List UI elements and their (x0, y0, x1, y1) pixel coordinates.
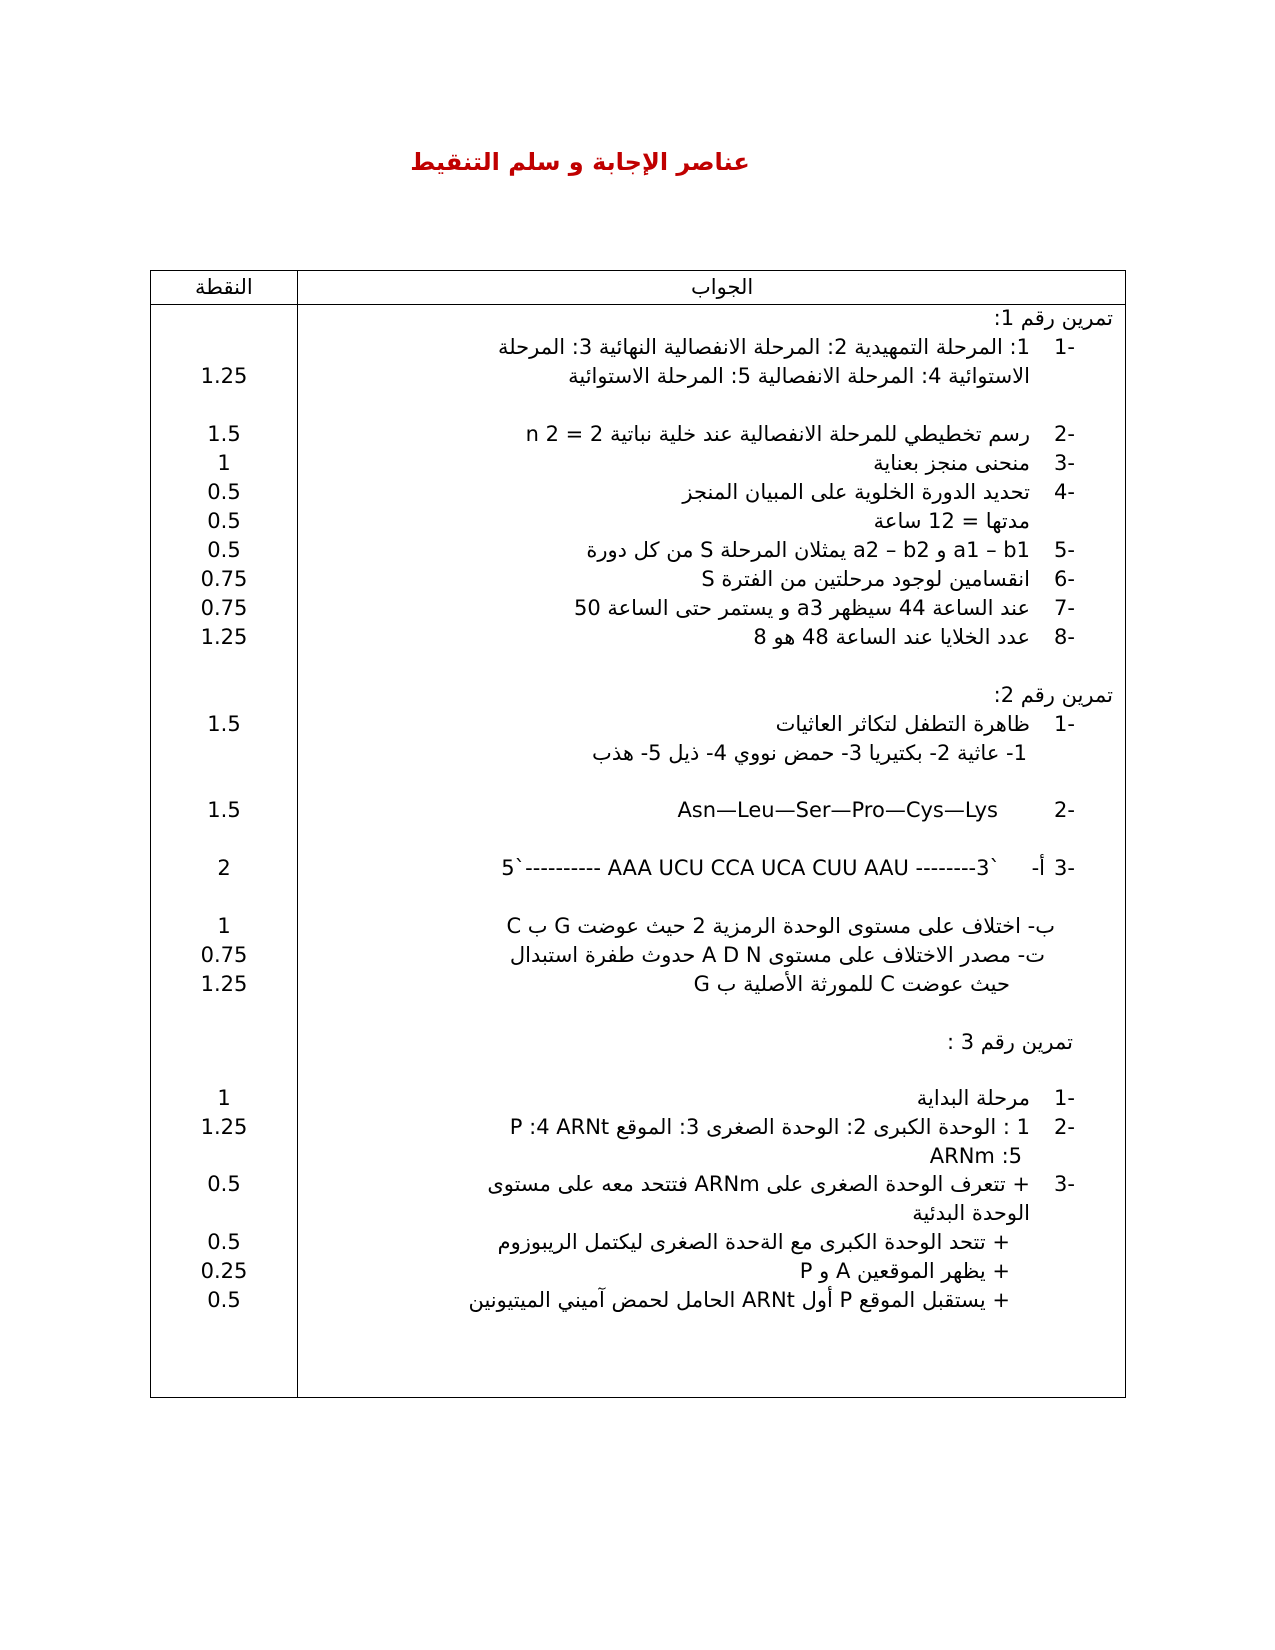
header-divider (151, 304, 1125, 305)
answer-table (150, 270, 1126, 1398)
column-divider (297, 271, 298, 1397)
score: 0.75 (200, 596, 248, 620)
ex2-q2-num: -2 (1054, 798, 1075, 822)
score: 1.5 (207, 422, 241, 446)
score: 1.25 (200, 364, 248, 388)
score: 1 (217, 451, 231, 475)
ex2-q2-peptide: Asn—Leu—Ser—Pro—Cys—Lys (677, 798, 998, 822)
ex1-q1-line1: 1: المرحلة التمهيدية 2: المرحلة الانفصالية النهائية 3: المرحلة (497, 335, 1030, 359)
ex1-q6-text: انقسامين لوجود مرحلتين من الفترة S (701, 567, 1030, 591)
ex3-q2-sub: ARNm :5 (929, 1144, 1022, 1168)
ex1-q8-num: -8 (1054, 625, 1075, 649)
score: 1.5 (207, 798, 241, 822)
ex3-q3-num: -3 (1054, 1172, 1075, 1196)
ex2-q1-text: ظاهرة التطفل لتكاثر العاثيات (775, 712, 1030, 736)
ex1-q2-num: -2 (1054, 422, 1075, 446)
score: 0.5 (207, 480, 241, 504)
ex1-q2-text: رسم تخطيطي للمرحلة الانفصالية عند خلية نباتية 2 = 2 n (525, 422, 1030, 446)
ex2-q3-num: -3 (1054, 856, 1075, 880)
score: 0.5 (207, 1288, 241, 1312)
ex3-q1-num: -1 (1054, 1086, 1075, 1110)
exercise1-heading: تمرين رقم 1: (993, 306, 1113, 330)
ex3-q3-bullet3: + يستقبل الموقع P أول ARNt الحامل لحمض آميني الميتيونين (468, 1288, 1010, 1312)
ex2-q3-t2: حيث عوضت C للمورثة الأصلية ب G (693, 972, 1010, 996)
ex1-q3-text: منحنى منجز بعناية (873, 451, 1030, 475)
score: 1 (217, 1086, 231, 1110)
ex1-q6-num: -6 (1054, 567, 1075, 591)
ex1-q4-num: -4 (1054, 480, 1075, 504)
ex1-q8-text: عدد الخلايا عند الساعة 48 هو 8 (753, 625, 1030, 649)
score: 1 (217, 914, 231, 938)
header-answer: الجواب (691, 275, 754, 299)
score: 0.75 (200, 567, 248, 591)
ex1-q7-text: عند الساعة 44 سيظهر a3 و يستمر حتى الساعة 50 (573, 596, 1030, 620)
ex3-q3-text: + تتعرف الوحدة الصغرى على ARNm فتتحد معه على مستوى (487, 1172, 1030, 1196)
header-score: النقطة (195, 275, 253, 299)
score: 0.5 (207, 538, 241, 562)
ex1-q4-sub: مدتها = 12 ساعة (873, 509, 1030, 533)
score: 1.25 (200, 1115, 248, 1139)
score: 1.5 (207, 712, 241, 736)
page-title: عناصر الإجابة و سلم التنقيط (410, 148, 750, 176)
score: 1.25 (200, 625, 248, 649)
score: 0.5 (207, 509, 241, 533)
score: 0.25 (200, 1259, 248, 1283)
ex2-q1-num: -1 (1054, 712, 1075, 736)
score: 0.5 (207, 1172, 241, 1196)
ex1-q5-num: -5 (1054, 538, 1075, 562)
ex1-q1-num: -1 (1054, 335, 1075, 359)
score: 2 (217, 856, 231, 880)
ex1-q4-text: تحديد الدورة الخلوية على المبيان المنجز (682, 480, 1030, 504)
ex2-q3-t: ت- مصدر الاختلاف على مستوى A D N حدوث طفرة استبدال (509, 943, 1045, 967)
ex3-q3-bullet2: + يظهر الموقعين A و P (799, 1259, 1010, 1283)
ex3-q2-num: -2 (1054, 1115, 1075, 1139)
ex1-q5-text: a1 – b1 و a2 – b2 يمثلان المرحلة S من كل دورة (586, 538, 1030, 562)
score: 0.75 (200, 943, 248, 967)
ex2-q3-b: ب- اختلاف على مستوى الوحدة الرمزية 2 حيث عوضت G ب C (506, 914, 1055, 938)
exercise3-heading: تمرين رقم 3 : (946, 1030, 1073, 1054)
exercise2-heading: تمرين رقم 2: (993, 683, 1113, 707)
ex3-q3-text2: الوحدة البدئية (912, 1201, 1030, 1225)
ex2-q3-sequence: 5`---------- AAA UCU CCA UCA CUU AAU --------3` (501, 856, 1000, 880)
ex1-q1-line2: الاستوائية 4: المرحلة الانفصالية 5: المرحلة الاستوائية (568, 364, 1030, 388)
score: 1.25 (200, 972, 248, 996)
ex3-q3-bullet1: + تتحد الوحدة الكبرى مع الةحدة الصغرى ليكتمل الريبوزوم (497, 1230, 1010, 1254)
ex3-q1-text: مرحلة البداية (916, 1086, 1030, 1110)
ex1-q7-num: -7 (1054, 596, 1075, 620)
score: 0.5 (207, 1230, 241, 1254)
ex3-q2-text: 1 : الوحدة الكبرى 2: الوحدة الصغرى 3: الموقع P :4 ARNt (509, 1115, 1030, 1139)
ex1-q3-num: -3 (1054, 451, 1075, 475)
ex2-q3-label: أ- (1031, 856, 1045, 880)
ex2-q1-sub: 1- عاثية 2- بكتيريا 3- حمض نووي 4- ذيل 5- هذب (592, 741, 1027, 765)
